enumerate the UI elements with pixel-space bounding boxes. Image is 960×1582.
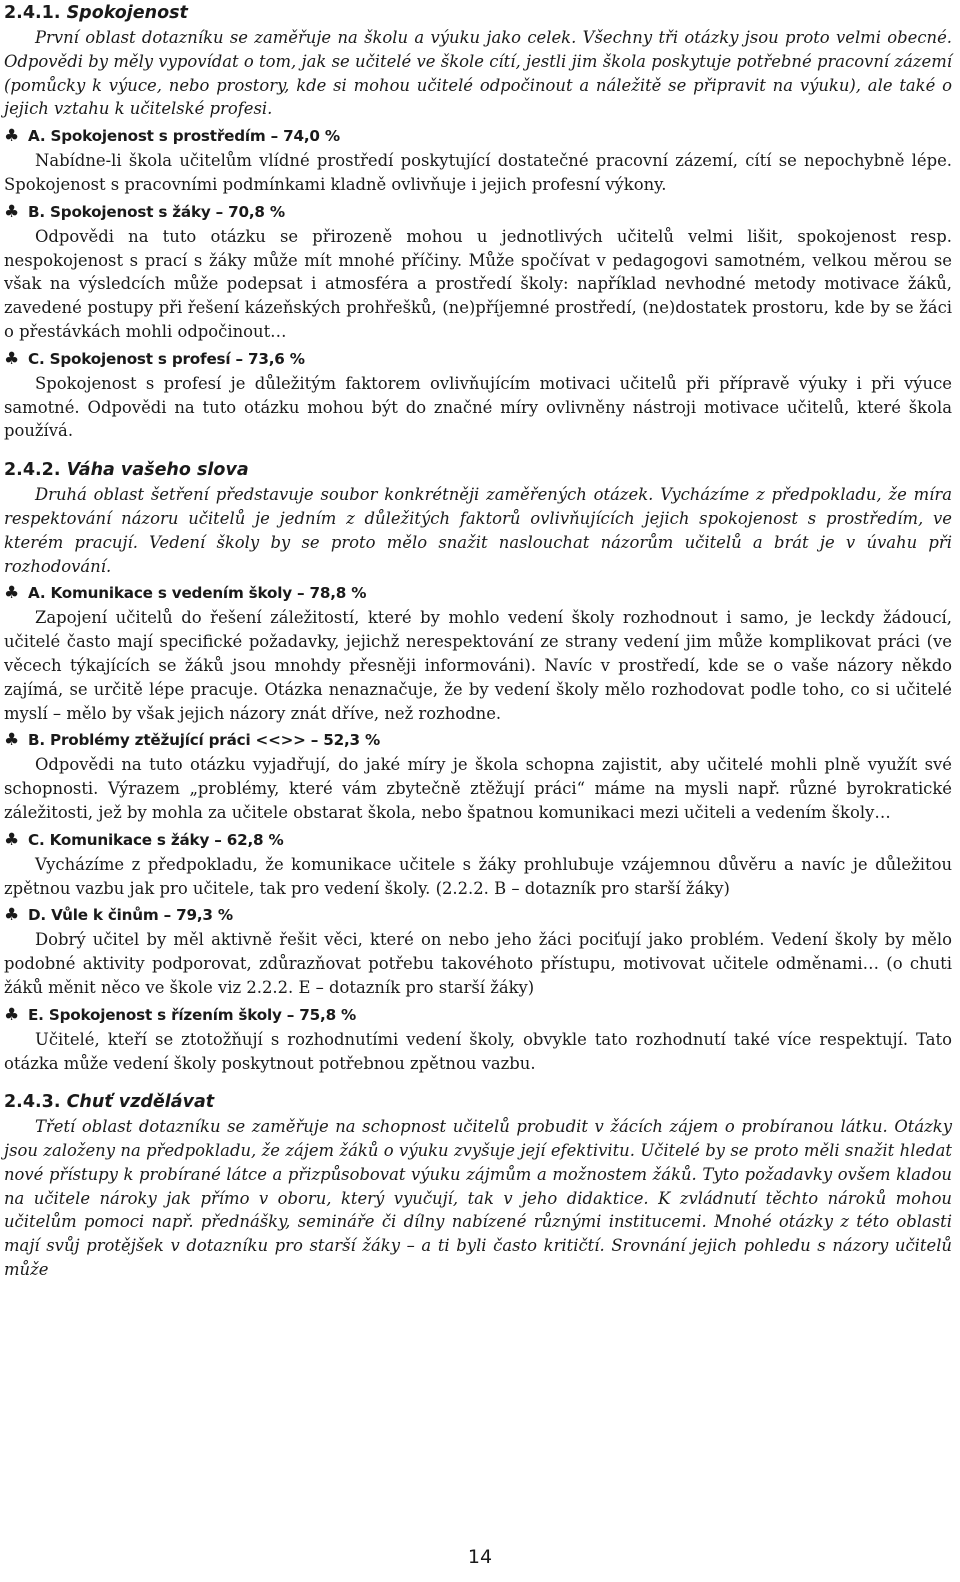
item-text: Zapojení učitelů do řešení záležitostí, které by mohlo vedení školy rozhodnout i samo, je leckdy žádoucí, učitelé často mají specifické požadavky, jejichž nerespektování ze strany vedení jim může komplikovat práci (ve věcech týkajících se žáků jsou mnohdy přesněji informováni). Navíc v prostředí, kde se o vaše názory někdo zajímá, se určitě lépe pracuje. Otázka nenaznačuje, že by vedení školy mělo rozhodovat podle toho, co si učitelé myslí – mělo by však jejich názory znát dříve, než rozhodne. bbox=[4, 608, 952, 723]
club-icon: ♣ bbox=[4, 201, 20, 222]
item-text: Odpovědi na tuto otázku se přirozeně mohou u jednotlivých učitelů velmi lišit, spokojenost resp. nespokojenost s prací s žáky může mít mnohé příčiny. Může spočívat v pedagogovi samotném, velkou měrou se však na výsledcích může podepsat i atmosféra a prostředí školy: například nevhodné metody motivace žáků, zavedené postupy při řešení kázeňských prohřešků, (ne)příjemné prostředí, (ne)dostatek prostoru, kde by se žáci o přestávkách mohli odpočinout… bbox=[4, 226, 952, 341]
item-heading: ♣ B. Spokojenost s žáky – 70,8 % bbox=[4, 201, 285, 222]
item-heading: ♣ B. Problémy ztěžující práci <<>> – 52,3 % bbox=[4, 730, 380, 751]
section-title: Váha vašeho slova bbox=[66, 460, 249, 481]
club-icon: ♣ bbox=[4, 905, 20, 926]
section-number: 2.4.1. bbox=[4, 3, 61, 23]
club-icon: ♣ bbox=[4, 1004, 20, 1025]
item-heading: ♣ E. Spokojenost s řízením školy – 75,8 % bbox=[4, 1004, 357, 1025]
section-title: Spokojenost bbox=[66, 3, 188, 23]
item-text: Nabídne-li škola učitelům vlídné prostředí poskytující dostatečné pracovní zázemí, cítí se nepochybně lépe. Spokojenost s pracovními podmínkami kladně ovlivňuje i jejich profesní výkony. bbox=[4, 151, 952, 194]
section-number: 2.4.2. bbox=[4, 460, 61, 481]
section-title: Chuť vzdělávat bbox=[66, 1092, 215, 1113]
section-intro: Druhá oblast šetření představuje soubor konkrétněji zaměřených otázek. Vycházíme z předpokladu, že míra respektování názoru učitelů je jedním z důležitých faktorů ovlivňujících jejich spokojenost s prostředím, ve kterém pracují. Vedení školy by se proto mělo snažit naslouchat názorům učitelů a brát je v úvahu při rozhodování. bbox=[4, 485, 952, 576]
section-heading bbox=[4, 0, 952, 26]
item-text: Učitelé, kteří se ztotožňují s rozhodnutími vedení školy, obvykle tato rozhodnutí také více respektují. Tato otázka může vedení školy poskytnout potřebnou zpětnou vazbu. bbox=[4, 1029, 952, 1073]
item-heading: ♣ A. Komunikace s vedením školy – 78,8 % bbox=[4, 583, 367, 604]
page-number: 14 bbox=[467, 1546, 493, 1568]
club-icon: ♣ bbox=[4, 829, 20, 850]
club-icon: ♣ bbox=[4, 126, 20, 147]
section-number: 2.4.3. bbox=[4, 1092, 61, 1113]
section-intro: Třetí oblast dotazníku se zaměřuje na schopnost učitelů probudit v žácích zájem o probíranou látku. Otázky jsou založeny na předpokladu, že zájem žáků o výuku zvyšuje její efektivitu. Učitelé by se proto měli snažit hledat nové přístupy k probírané látce a přizpůsobovat výuku zájmům a možnostem žáků. Tyto požadavky ovšem kladou na učitele nároky jak přímo v oboru, který vyučují, tak v jeho didaktice. K zvládnutí těchto nároků mohou učitelům pomoci např. přednášky, semináře či dílny nabízené různými institucemi. Mnohé otázky z této oblasti mají svůj protějšek v dotazníku pro starší žáky – a ti byli často kritičtí. Srovnání jejich pohledu s názory učitelů může bbox=[4, 1117, 952, 1280]
item-text: Odpovědi na tuto otázku vyjadřují, do jaké míry je škola schopna zajistit, aby učitelé mohli plně využít své schopnosti. Výrazem „problémy, které vám zbytečně ztěžují práci“ máme na mysli např. různé byrokratické záležitosti, jež by mohla za učitele obstarat škola, nebo špatnou komunikaci mezi učiteli a vedením školy… bbox=[4, 755, 952, 822]
item-heading: ♣ C. Komunikace s žáky – 62,8 % bbox=[4, 829, 284, 850]
item-text: Vycházíme z předpokladu, že komunikace učitele s žáky prohlubuje vzájemnou důvěru a navíc je důležitou zpětnou vazbu jak pro učitele, tak pro vedení školy. (2.2.2. B – dotazník pro starší žáky) bbox=[4, 854, 952, 898]
item-text: Dobrý učitel by měl aktivně řešit věci, které on nebo jeho žáci pociťují jako problém. Vedení školy by mělo podobné aktivity podporovat, zdůrazňovat potřebu takovéhoto přístupu, motivovat učitele odměnami… (o chuti žáků měnit něco ve škole viz 2.2.2. E – dotazník pro starší žáky) bbox=[4, 930, 952, 997]
section-heading bbox=[4, 1089, 952, 1115]
section-heading bbox=[4, 457, 952, 483]
item-heading: ♣ C. Spokojenost s profesí – 73,6 % bbox=[4, 348, 305, 369]
item-heading: ♣ D. Vůle k činům – 79,3 % bbox=[4, 905, 233, 926]
item-heading: ♣ A. Spokojenost s prostředím – 74,0 % bbox=[4, 126, 340, 147]
section-intro: První oblast dotazníku se zaměřuje na školu a výuku jako celek. Všechny tři otázky jsou proto velmi obecné. Odpovědi by měly vypovídat o tom, jak se učitelé ve škole cítí, jestli jim škola poskytuje potřebné pracovní zázemí (pomůcky k výuce, nebo prostory, kde si mohou učitelé odpočinout a náležitě se připravit na výuku), ale také o jejich vztahu k učitelské profesi. bbox=[4, 28, 952, 119]
item-text: Spokojenost s profesí je důležitým faktorem ovlivňujícím motivaci učitelů při přípravě výuky i při výuce samotné. Odpovědi na tuto otázku mohou být do značné míry ovlivněny nástroji motivace učitelů, které škola používá. bbox=[4, 373, 952, 441]
club-icon: ♣ bbox=[4, 730, 20, 751]
club-icon: ♣ bbox=[4, 583, 20, 604]
club-icon: ♣ bbox=[4, 348, 20, 369]
